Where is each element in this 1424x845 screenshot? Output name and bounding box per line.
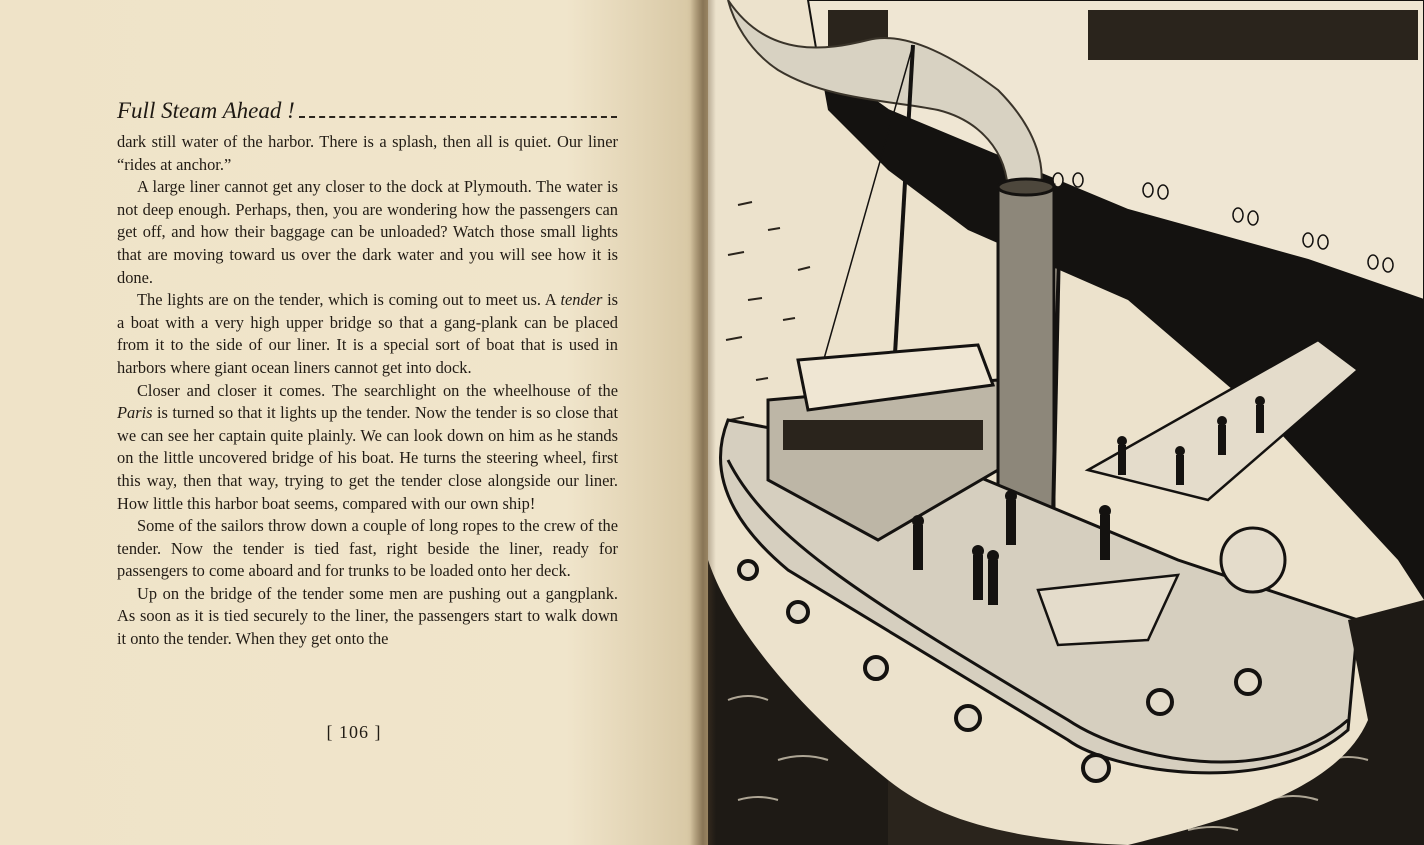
paragraph	[117, 131, 618, 176]
text-run: Closer and closer it comes. The searchlight on the wheelhouse of the	[137, 380, 618, 400]
paragraph	[117, 289, 618, 379]
paragraph	[117, 176, 618, 289]
italic-term: Paris	[117, 403, 153, 423]
body-text	[117, 131, 618, 651]
tender-illustration	[708, 0, 1424, 845]
tender-funnel	[998, 185, 1054, 525]
page-number: [ 106 ]	[326, 722, 382, 742]
text-run: Some of the sailors throw down a couple of long ropes to the crew of the tender. Now the tender is tied fast, right beside the liner, ready for passengers to come aboard and for trunks to be loaded onto her deck.	[117, 516, 618, 581]
running-header	[117, 96, 617, 124]
text-run: is a boat with a very high upper bridge so that a gang-plank can be placed from it to the side of our liner. It is a special sort of boat that is used in harbors where giant ocean liners cannot get into dock.	[117, 290, 618, 377]
header-title: Full Steam Ahead !	[117, 98, 295, 123]
left-page	[0, 0, 708, 845]
paragraph	[117, 583, 618, 651]
text-run: A large liner cannot get any closer to the dock at Plymouth. The water is not deep enough. Perhaps, then, you are wondering how the passengers can get off, and how their baggage can be unloaded? Watch those small lights that are moving toward us over the dark water and you will see how it is done.	[117, 177, 618, 287]
header-rule	[299, 114, 617, 118]
text-run: dark still water of the harbor. There is a splash, then all is quiet. Our liner “rides at anchor.”	[117, 132, 618, 174]
text-run: is turned so that it lights up the tender. Now the tender is so close that we can see her captain quite plainly. We can look down on him as he stands on the little uncovered bridge of his boat. He turns the steering wheel, first this way, then that way, trying to get the tender close alongside our liner. How little this harbor boat seems, compared with our own ship!	[117, 403, 618, 513]
paragraph	[117, 515, 618, 583]
text-run: Up on the bridge of the tender some men are pushing out a gangplank. As soon as it is tied securely to the liner, the passengers start to walk down it onto the tender. When they get onto the	[117, 583, 618, 649]
italic-term: tender	[560, 290, 603, 310]
text-run: The lights are on the tender, which is coming out to meet us. A	[137, 290, 561, 310]
illustration-page	[708, 0, 1424, 845]
book-gutter	[690, 0, 716, 845]
paragraph	[117, 380, 618, 516]
